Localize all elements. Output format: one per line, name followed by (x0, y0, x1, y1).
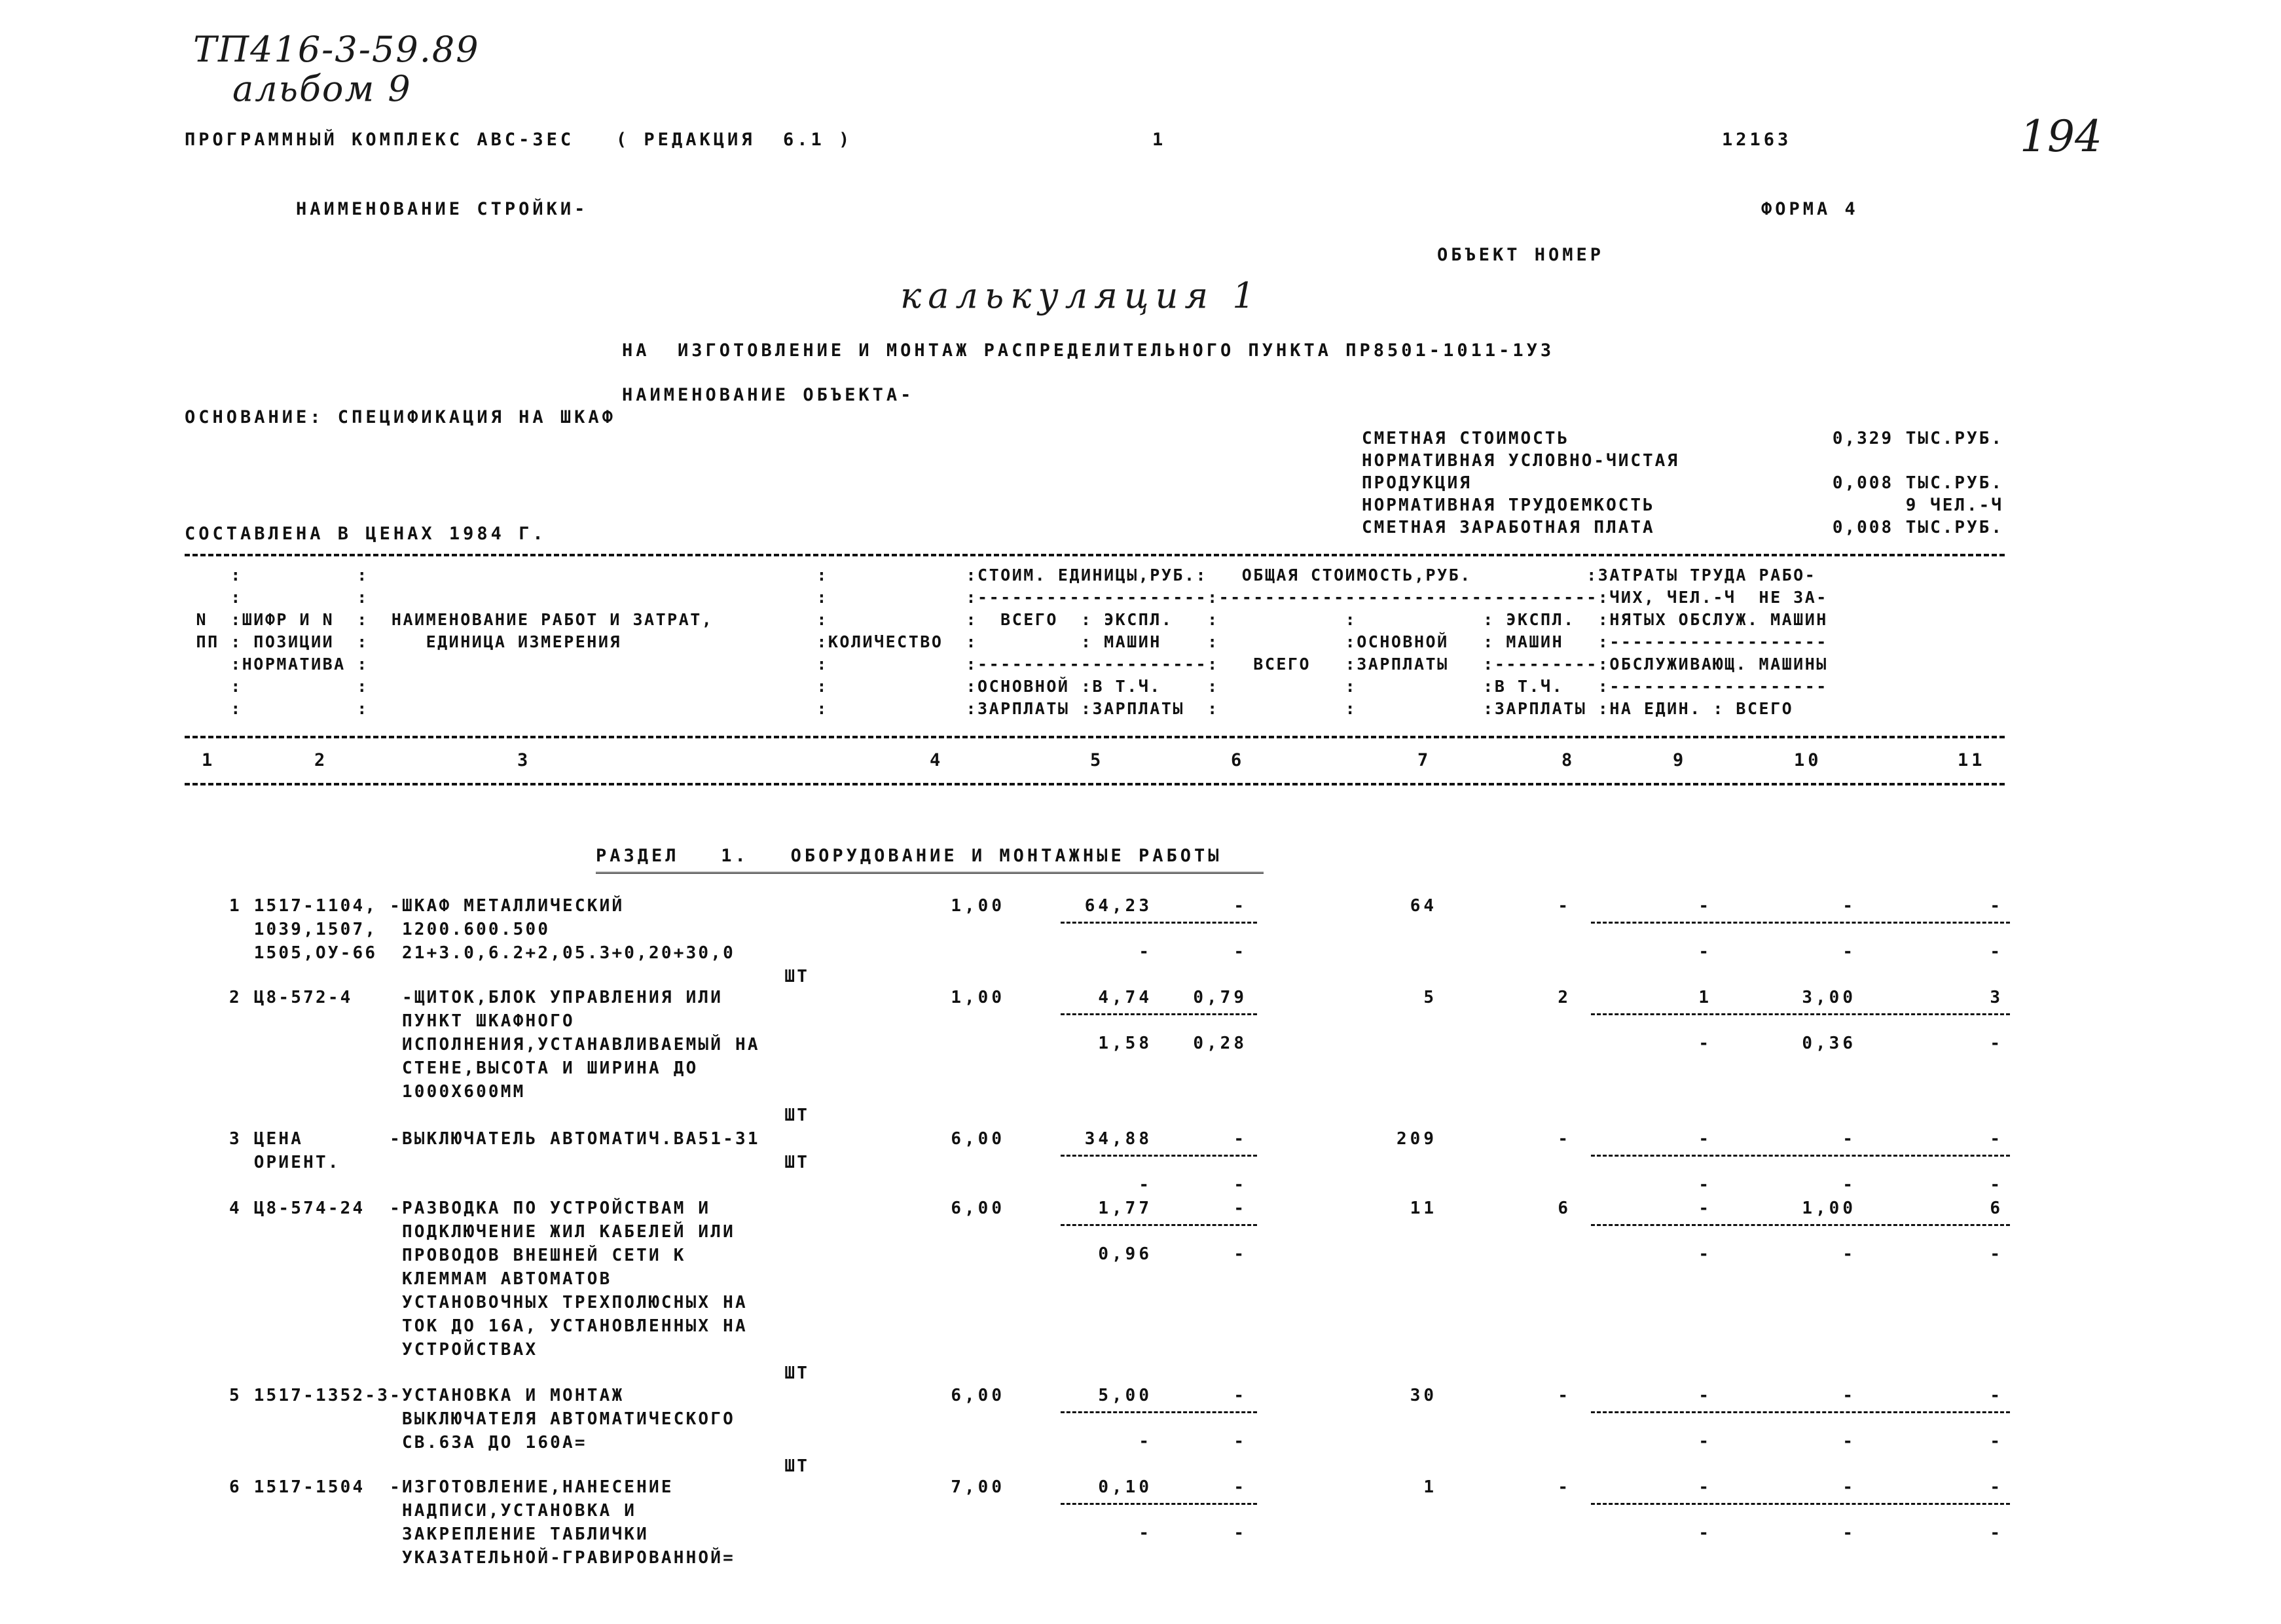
cell-c5: 1,77 (1098, 1199, 1152, 1218)
cell-c5: 0,10 (1098, 1477, 1152, 1497)
cell-c7: 11 (1410, 1199, 1437, 1218)
cell-divider (1061, 1013, 1257, 1015)
item-description: 3 ЦЕНА -ВЫКЛЮЧАТЕЛЬ АВТОМАТИЧ.ВА51-31 ОРИЕНТ. ШТ (229, 1129, 810, 1172)
cell-c9b: - (1698, 1175, 1712, 1195)
cell-c9: - (1698, 1129, 1712, 1149)
cell-c11: - (1990, 1386, 2003, 1405)
cell-c5b: - (1139, 1175, 1152, 1195)
cell-c8: 2 (1558, 988, 1571, 1007)
cell-qty: 1,00 (951, 988, 1005, 1007)
cell-c11b: - (1990, 1175, 2003, 1195)
cell-c11: - (1990, 1129, 2003, 1149)
item-description: 6 1517-1504 -ИЗГОТОВЛЕНИЕ,НАНЕСЕНИЕ НАДПИСИ,УСТАНОВКА И ЗАКРЕПЛЕНИЕ ТАБЛИЧКИ УКАЗАТЕЛЬНОЙ-ГРАВИРОВАННОЙ= (229, 1477, 735, 1568)
summary-label: СМЕТНАЯ СТОИМОСТЬ (1362, 429, 1570, 448)
cell-c10: 1,00 (1802, 1199, 1856, 1218)
header-rule-mid (185, 736, 2005, 738)
cell-divider (1061, 1411, 1257, 1413)
summary-value: 9 ЧЕЛ.-Ч (1905, 496, 2003, 515)
cell-c6b: - (1233, 942, 1247, 962)
column-number: 8 (1561, 750, 1576, 770)
column-number: 9 (1673, 750, 1687, 770)
cell-c5: 64,23 (1084, 896, 1152, 916)
cell-qty: 6,00 (951, 1386, 1005, 1405)
cell-c5b: - (1139, 1523, 1152, 1543)
cell-c9b: - (1698, 1432, 1712, 1451)
cell-c11: - (1990, 896, 2003, 916)
cell-c6: - (1233, 1129, 1247, 1149)
cell-c6b: - (1233, 1432, 1247, 1451)
cell-c10b: 0,36 (1802, 1034, 1856, 1053)
header-rule-top (185, 554, 2005, 556)
cell-c9: - (1698, 1386, 1712, 1405)
cell-c8: - (1558, 1129, 1571, 1149)
cell-divider (1061, 922, 1257, 924)
column-number: 3 (517, 750, 532, 770)
cell-c10: - (1842, 1477, 1856, 1497)
cell-c5b: - (1139, 942, 1152, 962)
summary-label: НОРМАТИВНАЯ ТРУДОЕМКОСТЬ (1362, 496, 1655, 515)
cell-divider (1061, 1155, 1257, 1157)
item-description: 4 Ц8-574-24 -РАЗВОДКА ПО УСТРОЙСТВАМ И ПОДКЛЮЧЕНИЕ ЖИЛ КАБЕЛЕЙ ИЛИ ПРОВОДОВ ВНЕШНЕЙ СЕТИ К КЛЕММАМ АВТОМАТОВ УСТАНОВОЧНЫХ ТРЕХПОЛЮСНЫХ НА ТОК ДО 16А, УСТАНОВЛЕННЫХ НА УСТРОЙСТВАХ ШТ (229, 1199, 810, 1383)
cell-c9: 1 (1698, 988, 1712, 1007)
summary-label: ПРОДУКЦИЯ (1362, 473, 1472, 493)
column-number: 11 (1958, 750, 1986, 770)
cell-c10b: - (1842, 942, 1856, 962)
summary-label: СМЕТНАЯ ЗАРАБОТНАЯ ПЛАТА (1362, 518, 1655, 537)
document-code: 12163 (1722, 130, 1792, 150)
cell-divider (1591, 1503, 2010, 1505)
cell-c11: - (1990, 1477, 2003, 1497)
cell-divider (1061, 1503, 1257, 1505)
cell-c9: - (1698, 896, 1712, 916)
column-number: 2 (314, 750, 329, 770)
cell-c7: 5 (1423, 988, 1437, 1007)
object-name-label: НАИМЕНОВАНИЕ ОБЪЕКТА- (622, 385, 915, 405)
cell-c6b: - (1233, 1244, 1247, 1264)
cell-c7: 64 (1410, 896, 1437, 916)
cell-c9b: - (1698, 942, 1712, 962)
cell-c11b: - (1990, 942, 2003, 962)
cell-c11: 6 (1990, 1199, 2003, 1218)
cell-c5: 4,74 (1098, 988, 1152, 1007)
cell-c5b: 0,96 (1098, 1244, 1152, 1264)
cell-c10b: - (1842, 1432, 1856, 1451)
cell-c10b: - (1842, 1523, 1856, 1543)
form-label: ФОРМА 4 (1761, 199, 1859, 219)
prices-line: СОСТАВЛЕНА В ЦЕНАХ 1984 Г. (185, 524, 547, 544)
handwritten-page-number: 194 (2020, 111, 2102, 162)
cell-c6: - (1233, 896, 1247, 916)
cell-qty: 6,00 (951, 1199, 1005, 1218)
cell-c8: - (1558, 1477, 1571, 1497)
summary-value: 0,008 ТЫС.РУБ. (1832, 518, 2003, 537)
item-description: 5 1517-1352-3-УСТАНОВКА И МОНТАЖ ВЫКЛЮЧАТЕЛЯ АВТОМАТИЧЕСКОГО СВ.63А ДО 160А= ШТ (229, 1386, 810, 1476)
cell-c7: 30 (1410, 1386, 1437, 1405)
cell-divider (1591, 1224, 2010, 1226)
column-number: 4 (930, 750, 944, 770)
sheet-number: 1 (1152, 130, 1167, 150)
handwritten-reference: ТП416-3-59.89 (193, 29, 480, 70)
cell-c8: - (1558, 1386, 1571, 1405)
cell-c10: - (1842, 1129, 1856, 1149)
cell-qty: 1,00 (951, 896, 1005, 916)
document-subject: НА ИЗГОТОВЛЕНИЕ И МОНТАЖ РАСПРЕДЕЛИТЕЛЬНОГО ПУНКТА ПР8501-1011-1У3 (622, 340, 1555, 361)
cell-c5b: - (1139, 1432, 1152, 1451)
cell-c6: - (1233, 1477, 1247, 1497)
column-number: 5 (1090, 750, 1104, 770)
cell-c10b: - (1842, 1244, 1856, 1264)
cell-c9b: - (1698, 1244, 1712, 1264)
cell-c6: - (1233, 1386, 1247, 1405)
cell-c5: 5,00 (1098, 1386, 1152, 1405)
item-description: 1 1517-1104, -ШКАФ МЕТАЛЛИЧЕСКИЙ 1039,1507, 1200.600.500 1505,ОУ-66 21+3.0,6.2+2,05.3+0,20+30,0 ШТ (229, 896, 810, 986)
cell-c5: 34,88 (1084, 1129, 1152, 1149)
cell-c8: 6 (1558, 1199, 1571, 1218)
cell-c6: - (1233, 1199, 1247, 1218)
cell-c10: - (1842, 1386, 1856, 1405)
cell-divider (1591, 1013, 2010, 1015)
cell-c9: - (1698, 1477, 1712, 1497)
cell-c11b: - (1990, 1523, 2003, 1543)
cell-c11b: - (1990, 1034, 2003, 1053)
cell-divider (1591, 922, 2010, 924)
section-title: РАЗДЕЛ 1. ОБОРУДОВАНИЕ И МОНТАЖНЫЕ РАБОТЫ (596, 846, 1222, 866)
cell-c9b: - (1698, 1523, 1712, 1543)
column-number: 10 (1794, 750, 1822, 770)
cell-divider (1591, 1155, 2010, 1157)
cell-c10: - (1842, 896, 1856, 916)
cell-c5b: 1,58 (1098, 1034, 1152, 1053)
section-underline (596, 872, 1264, 874)
building-label: НАИМЕНОВАНИЕ СТРОЙКИ- (296, 199, 589, 219)
cell-c9: - (1698, 1199, 1712, 1218)
document-title: калькуляция 1 (900, 275, 1262, 316)
cell-qty: 6,00 (951, 1129, 1005, 1149)
cell-c6: 0,79 (1193, 988, 1247, 1007)
cell-c11: 3 (1990, 988, 2003, 1007)
cell-divider (1591, 1411, 2010, 1413)
cell-c7: 1 (1423, 1477, 1437, 1497)
cell-c10b: - (1842, 1175, 1856, 1195)
summary-value: 0,008 ТЫС.РУБ. (1832, 473, 2003, 493)
table-header: : : : :СТОИМ. ЕДИНИЦЫ,РУБ.: ОБЩАЯ СТОИМОСТЬ,РУБ. :ЗАТРАТЫ ТРУДА РАБО- : : : :--------------------:---------------------------------:ЧИХ, ЧЕЛ.-Ч НЕ ЗА- N :ШИФР И N : НАИМЕНОВАНИЕ РАБОТ И ЗАТРАТ, : : ВСЕГО : ЭКСПЛ. : : : ЭКСПЛ. :НЯТЫХ ОБСЛУЖ. МАШИН ПП : ПОЗИЦИИ : ЕДИНИЦА ИЗМЕРЕНИЯ :КОЛИЧЕСТВО : : МАШИН : :ОСНОВНОЙ : МАШИН :------------------- :НОРМАТИВА : : :--------------------: ВСЕГО :ЗАРПЛАТЫ :---------:ОБСЛУЖИВАЮЩ. МАШИНЫ : : : :ОСНОВНОЙ :В Т.Ч. : : :В Т.Ч. :------------------- : : : :ЗАРПЛАТЫ :ЗАРПЛАТЫ : : :ЗАРПЛАТЫ :НА ЕДИН. : ВСЕГО (196, 566, 1828, 718)
column-number: 1 (202, 750, 216, 770)
summary-value: 0,329 ТЫС.РУБ. (1832, 429, 2003, 448)
cell-c11b: - (1990, 1432, 2003, 1451)
item-description: 2 Ц8-572-4 -ЩИТОК,БЛОК УПРАВЛЕНИЯ ИЛИ ПУНКТ ШКАФНОГО ИСПОЛНЕНИЯ,УСТАНАВЛИВАЕМЫЙ НА СТЕНЕ,ВЫСОТА И ШИРИНА ДО 1000Х600ММ ШТ (229, 988, 810, 1125)
cell-c11b: - (1990, 1244, 2003, 1264)
program-line: ПРОГРАММНЫЙ КОМПЛЕКС АВС-ЗЕС ( РЕДАКЦИЯ 6.1 ) (185, 130, 853, 150)
cell-qty: 7,00 (951, 1477, 1005, 1497)
cell-c6b: - (1233, 1175, 1247, 1195)
column-number: 7 (1417, 750, 1432, 770)
header-rule-bottom (185, 783, 2005, 785)
cell-c6b: 0,28 (1193, 1034, 1247, 1053)
cell-c6b: - (1233, 1523, 1247, 1543)
cell-c10: 3,00 (1802, 988, 1856, 1007)
summary-label: НОРМАТИВНАЯ УСЛОВНО-ЧИСТАЯ (1362, 451, 1679, 471)
object-number-label: ОБЪЕКТ НОМЕР (1437, 245, 1605, 265)
cell-c7: 209 (1396, 1129, 1437, 1149)
cell-divider (1061, 1224, 1257, 1226)
cell-c8: - (1558, 896, 1571, 916)
column-number: 6 (1231, 750, 1245, 770)
handwritten-album: альбом 9 (232, 68, 412, 109)
basis-line: ОСНОВАНИЕ: СПЕЦИФИКАЦИЯ НА ШКАФ (185, 407, 616, 427)
cell-c9b: - (1698, 1034, 1712, 1053)
